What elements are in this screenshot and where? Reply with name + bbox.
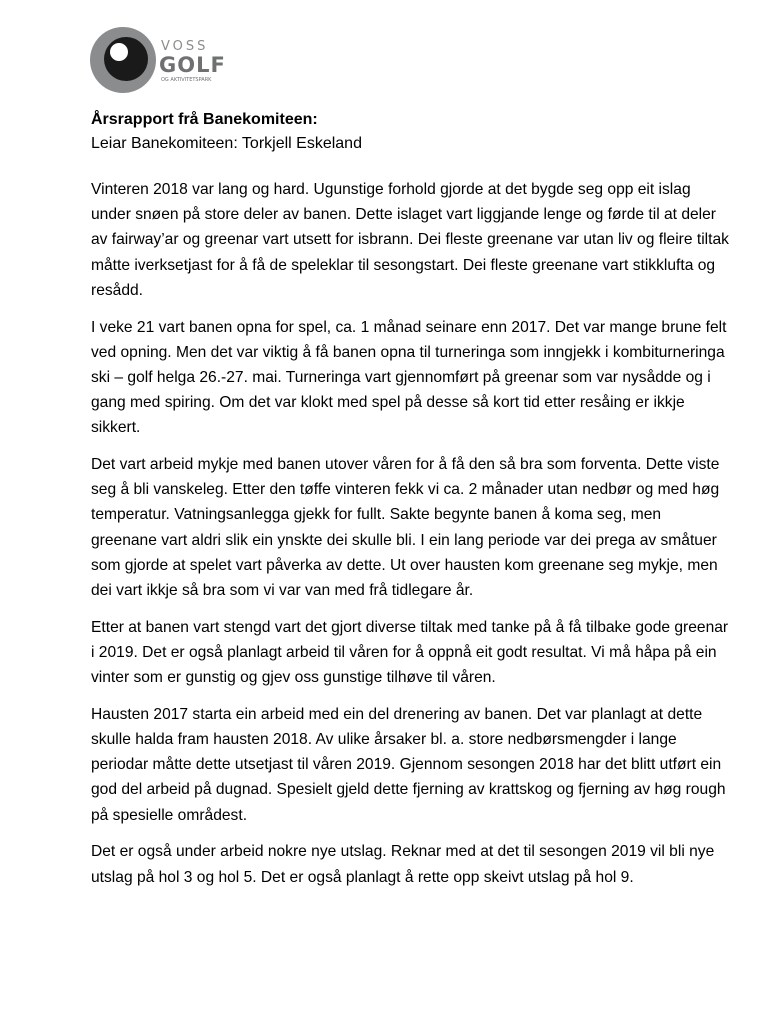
logo-ball xyxy=(104,37,148,81)
paragraph-3: Det vart arbeid mykje med banen utover våren for å få den så bra som forventa. Dette viste seg å bli vanskeleg. Etter den tøffe vinteren fekk vi ca. 2 månader utan nedbør og med høg temperatur. Vatningsanlegga gjekk for fullt. Sakte begynte banen å koma seg, men greenane vart aldri slik ein ynskte dei skulle bli. I ein lang periode var dei prega av småtuer som gjorde at spelet vart påverka av dette. Ut over hausten kom greenane seg mykje, men dei vart ikkje så bra som vi var van med frå tidlegare år. xyxy=(91,456,720,600)
logo-line3: OG AKTIVITETSPARK xyxy=(161,77,212,83)
logo-line2: GOLF xyxy=(159,53,226,77)
voss-golf-logo xyxy=(89,26,229,94)
paragraph-5: Hausten 2017 starta ein arbeid med ein del drenering av banen. Det var planlagt at dette skulle halda fram hausten 2018. Av ulike årsaker bl. a. store nedbørsmengder i lange periodar måtte dette utsetjast til våren 2019. Gjennom sesongen 2018 har det blitt utført ein god del arbeid på dugnad. Spesielt gjeld dette fjerning av krattskog og fjerning av høg rough på spesielle områdest. xyxy=(91,705,726,824)
paragraph-4: Etter at banen vart stengd vart det gjort diverse tiltak med tanke på å få tilbake gode greenar i 2019. Det er også planlagt arbeid til våren for å oppnå eit godt resultat. Vi må håpa på ein vinter som er gunstig og gjev oss gunstige tilhøve til våren. xyxy=(91,618,729,687)
paragraph-2: I veke 21 vart banen opna for spel, ca. 1 månad seinare enn 2017. Det var mange brune felt ved opning. Men det var viktig å få banen opna til turneringa som inngjekk i kombiturneringa ski – golf helga 26.-27. mai. Turneringa vart gjennomført på greenar som var nysådde og i gang med spiring. Om det var klokt med spel på desse så kort tid etter resåing er ikkje sikkert. xyxy=(91,318,727,437)
logo-line1: VOSS xyxy=(161,39,209,54)
logo-graphic xyxy=(89,26,229,94)
logo-highlight xyxy=(110,43,128,61)
document-body xyxy=(91,108,731,901)
paragraph-1: Vinteren 2018 var lang og hard. Ugunstige forhold gjorde at det bygde seg opp eit islag under snøen på store deler av banen. Dette islaget vart liggjande lenge og førde til at deler av fairway’ar og greenar vart utsett for isbrann. Dei fleste greenane var utan liv og fleire tiltak måtte iverksetjast for å få de speleklar til sesongstart. Dei fleste greenane vart stikklufta og resådd. xyxy=(91,181,729,299)
document-title: Årsrapport frå Banekomiteen: xyxy=(91,111,318,128)
document-subtitle: Leiar Banekomiteen: Torkjell Eskeland xyxy=(91,135,362,152)
paragraph-6: Det er også under arbeid nokre nye utslag. Reknar med at det til sesongen 2019 vil bli nye utslag på hol 3 og hol 5. Det er også planlagt å rette opp skeivt utslag på hol 9. xyxy=(91,843,715,886)
